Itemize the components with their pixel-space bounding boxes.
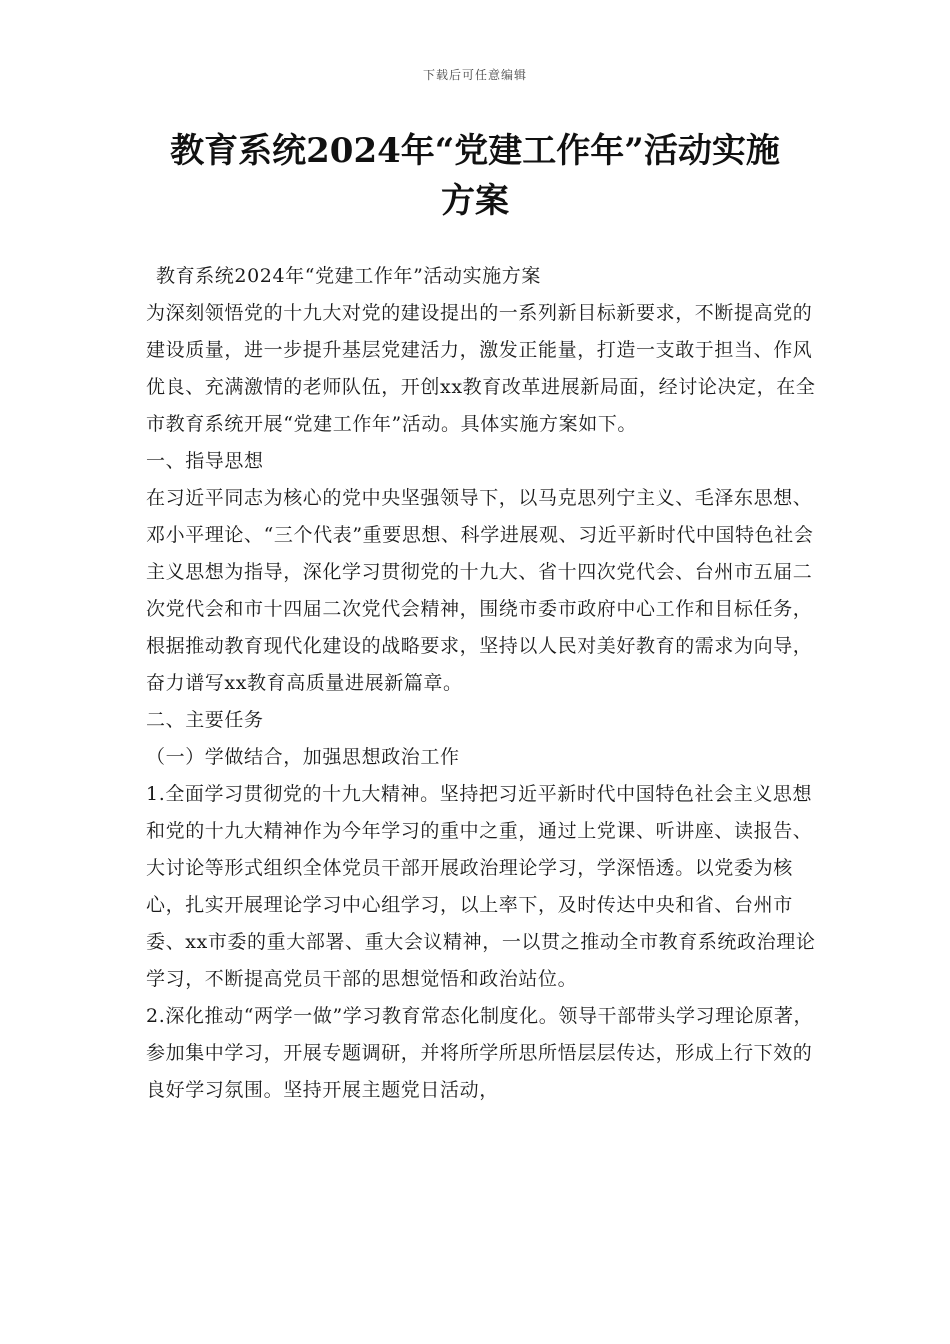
document-subtitle: 教育系统2024年“党建工作年”活动实施方案 (156, 265, 541, 287)
document-title-line-2: 方案 (441, 181, 509, 221)
document-title-line-1: 教育系统2024年“党建工作年”活动实施 (170, 131, 780, 171)
guiding-thought-paragraph: 在习近平同志为核心的党中央坚强领导下，以马克思列宁主义、毛泽东思想、邓小平理论、“三个代表”重要思想、科学进展观、习近平新时代中国特色社会主义思想为指导，深化学习贯彻党的十九大、省十四次党代会、台州市五届二次党代会和市十四届二次党代会精神，围绕市委市政府中心工作和目标任务，根据推动教育现代化建设的战略要求，坚持以人民对美好教育的需求为向导，奋力谱写xx教育高质量进展新篇章。 (146, 487, 814, 694)
document-body (146, 258, 826, 1109)
section-heading-main-tasks: 二、主要任务 (146, 709, 264, 731)
task-paragraph-1: 1.全面学习贯彻党的十九大精神。坚持把习近平新时代中国特色社会主义思想和党的十九大精神作为今年学习的重中之重，通过上党课、听讲座、读报告、大讨论等形式组织全体党员干部开展政治理论学习，学深悟透。以党委为核心，扎实开展理论学习中心组学习，以上率下，及时传达中央和省、台州市委、xx市委的重大部署、重大会议精神，一以贯之推动全市教育系统政治理论学习，不断提高党员干部的思想觉悟和政治站位。 (146, 783, 816, 990)
page-header-note: 下载后可任意编辑 (422, 68, 527, 82)
document-title (120, 126, 830, 226)
section-heading-guiding-thought: 一、指导思想 (146, 450, 264, 472)
task-paragraph-2: 2.深化推动“两学一做”学习教育常态化制度化。领导干部带头学习理论原著，参加集中学习，开展专题调研，并将所学所思所悟层层传达，形成上行下效的良好学习氛围。坚持开展主题党日活动， (146, 1005, 814, 1101)
intro-paragraph: 为深刻领悟党的十九大对党的建设提出的一系列新目标新要求，不断提高党的建设质量，进一步提升基层党建活力，激发正能量，打造一支敢于担当、作风优良、充满激情的老师队伍，开创xx教育改革进展新局面，经讨论决定，在全市教育系统开展“党建工作年”活动。具体实施方案如下。 (146, 302, 816, 435)
subsection-heading-1: （一）学做结合，加强思想政治工作 (146, 746, 460, 768)
